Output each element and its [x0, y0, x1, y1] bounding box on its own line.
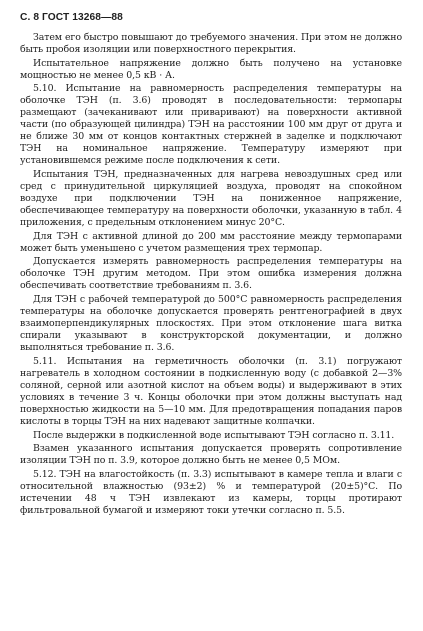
- paragraph: 5.12. ТЭН на влагостойкость (п. 3.3) испытывают в камере тепла и влаги с относительной влажностью (93±2) % и температурой (20±5)°С. По истечении 48 ч ТЭН извлекают из камеры, торцы протирают фильтровальной бумагой и измеряют токи утечки согласно п. 5.5.: [20, 468, 402, 516]
- paragraph: Испытательное напряжение должно быть получено на установке мощностью не менее 0,5 кВ · А.: [20, 57, 402, 81]
- paragraph: Затем его быстро повышают до требуемого значения. При этом не должно быть пробоя изоляции или поверхностного перекрытия.: [20, 32, 402, 56]
- paragraph: Испытания ТЭН, предназначенных для нагрева невоздушных сред или сред с принудительной циркуляцией воздуха, проводят на спокойном воздухе при подключении ТЭН на пониженное напряжение, обеспечивающее температуру на поверхности оболочки, указанную в табл. 4 приложения, с предельным отклонением минус 20°С.: [20, 169, 402, 229]
- document-body: [20, 32, 402, 518]
- paragraph: 5.11. Испытания на герметичность оболочки (п. 3.1) погружают нагреватель в холодном состоянии в подкисленную воду (с добавкой 2—3% соляной, серной или азотной кислот на объем воды) и выдерживают в этих условиях в течение 3 ч. Концы оболочки при этом должны выступать над поверхностью жидкости на 5—10 мм. Для предотвращения попадания паров кислоты в торцы ТЭН на них надевают защитные колпачки.: [20, 355, 402, 427]
- paragraph: Допускается измерять равномерность распределения температуры на оболочке ТЭН другим методом. При этом ошибка измерения должна обеспечивать соответствие требованиям п. 3.6.: [20, 256, 402, 292]
- paragraph: Взамен указанного испытания допускается проверять сопротивление изоляции ТЭН по п. 3.9, которое должно быть не менее 0,5 МОм.: [20, 443, 402, 467]
- paragraph: 5.10. Испытание на равномерность распределения температуры на оболочке ТЭН (п. 3.6) проводят в последовательности: термопары размещают (зачеканивают или приваривают) на поверхности активной части (по образующей цилиндра) ТЭН на расстоянии 100 мм друг от друга и не ближе 30 мм от концов контактных стержней в заделке и подключают ТЭН на номинальное напряжение. Температуру измеряют при установившемся режиме после подключения к сети.: [20, 83, 402, 167]
- paragraph: После выдержки в подкисленной воде испытывают ТЭН согласно п. 3.11.: [33, 429, 395, 441]
- paragraph: Для ТЭН с рабочей температурой до 500°С равномерность распределения температуры на оболочке допускается проверять рентгенографией в двух взаимоперпендикулярных плоскостях. При этом отклонение шага витка спирали указывают в конструкторской документации, и должно выполняться требование п. 3.6.: [20, 293, 402, 354]
- paragraph: Для ТЭН с активной длиной до 200 мм расстояние между термопарами может быть уменьшено с учетом размещения трех термопар.: [20, 230, 402, 254]
- page-header: С. 8 ГОСТ 13268—88: [20, 12, 123, 23]
